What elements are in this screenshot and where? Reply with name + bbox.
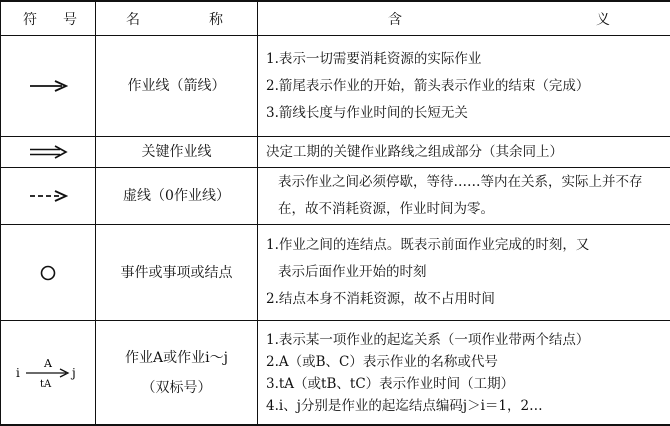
- table-header-row: [1, 1, 670, 36]
- table-row: [1, 36, 670, 137]
- node-j-label: j: [72, 365, 76, 380]
- table-row: [1, 137, 670, 168]
- row-meaning: [258, 225, 670, 321]
- header-symbol-char-2: 号: [63, 12, 77, 28]
- labeled-arrow-icon: [1, 321, 96, 426]
- table-row: [1, 168, 670, 225]
- row-name: 作业线（箭线）: [96, 36, 258, 137]
- row-meaning: [258, 168, 670, 225]
- meaning-line: 决定工期的关键作业路线之组成部分（其余同上）: [266, 143, 563, 160]
- meaning-line: 2.A（或B、C）表示作业的名称或代号: [266, 353, 498, 370]
- meaning-line: 表示后面作业开始的时刻: [278, 264, 427, 280]
- row-name: 事件或事项或结点: [96, 225, 258, 321]
- header-meaning: [258, 1, 670, 36]
- header-name: [96, 1, 258, 36]
- header-name-char-2: 称: [209, 12, 223, 28]
- row-name-line: 作业A或作业i～j: [125, 349, 228, 366]
- solid-arrow-icon: [1, 36, 96, 137]
- header-meaning-char-1: 含: [388, 12, 402, 28]
- activity-label: A: [44, 356, 52, 370]
- header-symbol-char-1: 符: [23, 12, 37, 28]
- meaning-line: 3.tA（或tB、tC）表示作业时间（工期）: [266, 375, 515, 392]
- meaning-line: 2.结点本身不消耗资源，故不占用时间: [266, 291, 495, 307]
- row-meaning: [258, 321, 670, 426]
- row-name-line: （双标号）: [141, 379, 212, 396]
- row-name: [96, 321, 258, 426]
- meaning-line: 1.表示一切需要消耗资源的实际作业: [266, 50, 482, 67]
- meaning-line: 2.箭尾表示作业的开始，箭头表示作业的结束（完成）: [266, 77, 590, 94]
- dashed-arrow-icon: [1, 168, 96, 225]
- meaning-line: 3.箭线长度与作业时间的长短无关: [266, 104, 468, 121]
- header-name-char-1: 名: [126, 12, 140, 28]
- meaning-line: 表示作业之间必须停歇，等待……等内在关系，实际上并不存在，故不消耗资源，作业时间为零。: [278, 174, 643, 217]
- activity-time-label: tA: [40, 378, 52, 390]
- circle-icon: [1, 225, 96, 321]
- row-meaning: [258, 137, 670, 168]
- node-i-label: i: [16, 365, 20, 380]
- header-meaning-char-2: 义: [596, 12, 610, 28]
- table-row: [1, 321, 670, 426]
- table-row: [1, 225, 670, 321]
- row-name: 虚线（0作业线）: [96, 168, 258, 225]
- meaning-line: 1.表示某一项作业的起迄关系（一项作业带两个结点）: [266, 331, 590, 348]
- row-name: 关键作业线: [96, 137, 258, 168]
- meaning-line: 1.作业之间的连结点。既表示前面作业完成的时刻，又: [266, 237, 590, 253]
- meaning-line: 4.i、j分别是作业的起迄结点编码j＞i＝1，2…: [266, 397, 543, 414]
- double-arrow-icon: [1, 137, 96, 168]
- row-meaning: [258, 36, 670, 137]
- header-symbol: [1, 1, 96, 36]
